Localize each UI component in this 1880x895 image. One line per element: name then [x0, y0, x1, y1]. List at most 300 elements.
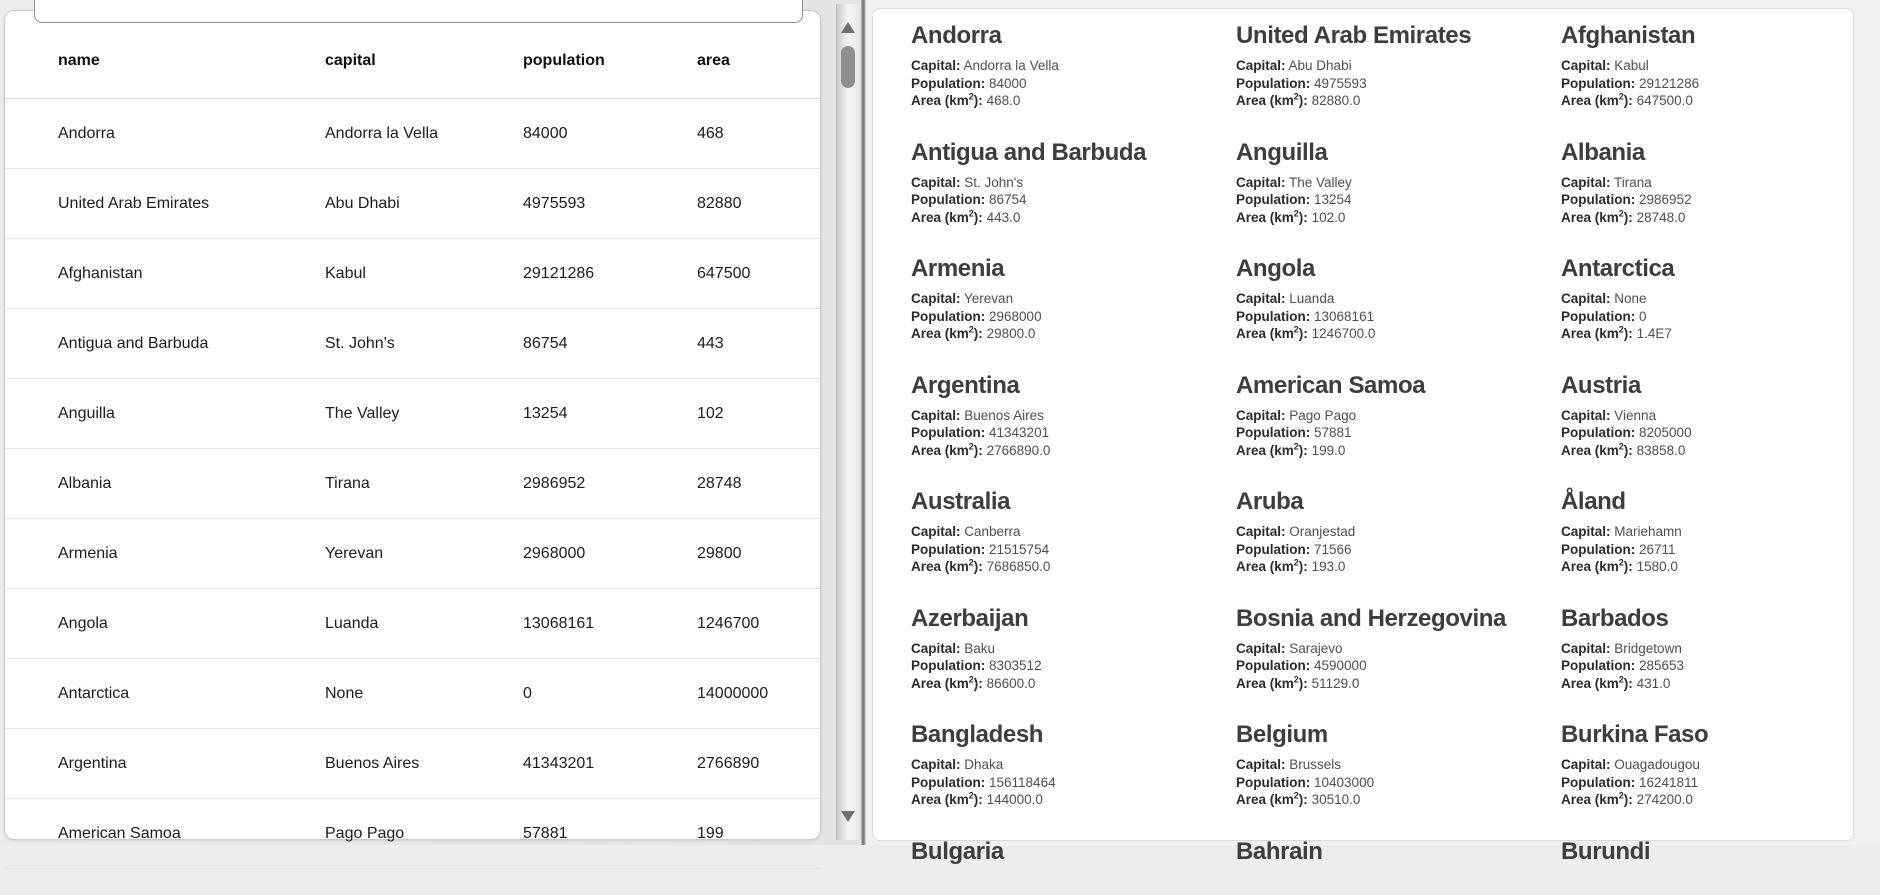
population-line	[1236, 191, 1561, 209]
area-label: Area $(km^2)$:	[1561, 324, 1633, 341]
cell-population: 84000	[523, 124, 568, 142]
population-label: Population:	[1561, 192, 1636, 207]
column-header-population[interactable]: population	[523, 51, 605, 69]
cell-population: 13068161	[523, 614, 595, 632]
capital-label: Capital:	[1236, 640, 1286, 656]
area-label: Area $(km^2)$:	[1236, 324, 1308, 341]
country-card	[1236, 23, 1561, 110]
country-name: Afghanistan	[1561, 22, 1696, 49]
column-header-capital[interactable]: capital	[325, 51, 376, 69]
cell-name: Argentina	[58, 754, 127, 772]
cell-name: Afghanistan	[58, 264, 143, 282]
country-card-partial	[911, 839, 1236, 865]
capital-value: Dhaka	[964, 757, 1004, 772]
area-label: Area $(km^2)$:	[1236, 674, 1308, 691]
population-label: Population:	[911, 541, 986, 557]
table-row[interactable]	[5, 519, 820, 589]
area-label: Area $(km^2)$:	[1561, 790, 1633, 807]
country-name: Bulgaria	[911, 837, 1004, 865]
area-label: Area $(km^2)$:	[1236, 208, 1308, 225]
population-line	[911, 75, 1236, 93]
area-line	[1561, 442, 1853, 460]
population-label: Population:	[911, 658, 986, 673]
area-line	[911, 791, 1236, 809]
population-label: Population:	[1561, 541, 1636, 557]
area-value: 1246700.0	[1311, 326, 1376, 341]
table-body	[5, 99, 820, 869]
capital-label: Capital:	[1561, 58, 1611, 73]
area-line	[911, 209, 1236, 227]
area-label: Area $(km^2)$:	[911, 674, 983, 691]
country-name: Bahrain	[1236, 837, 1323, 865]
country-name: Bosnia and Herzegovina	[1236, 604, 1506, 632]
country-name: Barbados	[1561, 604, 1669, 632]
capital-label: Capital:	[1236, 174, 1286, 190]
population-value: 13254	[1314, 192, 1352, 207]
capital-line	[1236, 523, 1561, 541]
column-header-name[interactable]: name	[58, 51, 100, 69]
population-line	[911, 308, 1236, 326]
table-row[interactable]	[5, 99, 820, 169]
cell-population: 29121286	[523, 264, 595, 282]
cell-capital: St. John's	[325, 334, 395, 352]
table-row[interactable]	[5, 449, 820, 519]
cell-area: 102	[697, 404, 724, 422]
area-value: 28748.0	[1636, 209, 1686, 225]
population-line	[1236, 75, 1561, 93]
country-card	[911, 606, 1236, 693]
country-name: Aruba	[1236, 488, 1304, 515]
table-row[interactable]	[5, 379, 820, 449]
cell-area: 28748	[697, 474, 742, 492]
capital-value: Abu Dhabi	[1288, 58, 1352, 73]
capital-line	[1561, 640, 1853, 658]
area-value: 431.0	[1636, 675, 1671, 691]
population-line	[911, 774, 1236, 792]
country-name: Austria	[1561, 371, 1641, 399]
area-line	[911, 442, 1236, 460]
cell-area: 468	[697, 124, 724, 142]
country-name: Azerbaijan	[911, 604, 1029, 632]
area-label: Area $(km^2)$:	[911, 324, 983, 341]
cell-name: Albania	[58, 474, 112, 492]
capital-line	[1236, 756, 1561, 774]
area-value: 1.4E7	[1636, 326, 1672, 341]
capital-line	[911, 523, 1236, 541]
left-pane-scrollbar[interactable]	[836, 4, 858, 840]
area-line	[1236, 92, 1561, 110]
population-value: 71566	[1314, 541, 1352, 557]
capital-value: Pago Pago	[1289, 407, 1357, 423]
area-label: Area $(km^2)$:	[1561, 674, 1633, 691]
area-label: Area $(km^2)$:	[911, 208, 983, 225]
population-value: 86754	[989, 192, 1027, 207]
area-line	[911, 92, 1236, 110]
population-label: Population:	[1236, 192, 1311, 207]
countries-table-card	[4, 10, 821, 840]
area-label: Area $(km^2)$:	[911, 790, 983, 807]
area-value: 193.0	[1311, 559, 1346, 574]
capital-label: Capital:	[911, 757, 961, 772]
country-card	[911, 23, 1236, 110]
area-label: Area $(km^2)$:	[911, 91, 983, 108]
capital-value: St. John's	[964, 174, 1024, 190]
population-line	[911, 191, 1236, 209]
area-label: Area $(km^2)$:	[1561, 91, 1633, 108]
area-line	[1561, 675, 1853, 693]
cell-name: Antigua and Barbuda	[58, 334, 209, 352]
country-name: American Samoa	[1236, 371, 1426, 399]
country-name: Antigua and Barbuda	[911, 138, 1147, 166]
capital-value: Kabul	[1614, 58, 1649, 73]
population-label: Population:	[911, 308, 986, 324]
population-value: 26711	[1639, 541, 1676, 557]
area-label: Area $(km^2)$:	[1236, 441, 1308, 458]
area-label: Area $(km^2)$:	[1236, 91, 1308, 108]
cell-population: 41343201	[523, 754, 595, 772]
area-value: 647500.0	[1636, 93, 1693, 108]
cell-population: 57881	[523, 824, 568, 842]
area-line	[1236, 558, 1561, 576]
population-label: Population:	[1561, 774, 1636, 790]
capital-line	[1236, 57, 1561, 75]
country-card	[911, 722, 1236, 809]
capital-label: Capital:	[1561, 524, 1611, 539]
population-line	[1236, 424, 1561, 442]
cell-area: 29800	[697, 544, 742, 562]
cell-population: 0	[523, 684, 532, 702]
table-row[interactable]	[5, 659, 820, 729]
population-label: Population:	[911, 75, 986, 91]
capital-label: Capital:	[1236, 757, 1286, 772]
capital-label: Capital:	[911, 291, 961, 306]
capital-value: Canberra	[964, 524, 1021, 539]
cell-name: Antarctica	[58, 684, 130, 702]
search-input[interactable]	[34, 0, 803, 23]
country-card	[1561, 373, 1853, 460]
capital-label: Capital:	[911, 640, 961, 656]
capital-line	[911, 174, 1236, 192]
area-label: Area $(km^2)$:	[1236, 790, 1308, 807]
capital-label: Capital:	[1561, 407, 1611, 423]
country-card	[911, 140, 1236, 227]
population-value: 41343201	[989, 425, 1050, 440]
population-line	[911, 541, 1236, 559]
cell-area: 82880	[697, 194, 742, 212]
cell-population: 86754	[523, 334, 568, 352]
table-row[interactable]	[5, 309, 820, 379]
capital-value: None	[1614, 291, 1647, 306]
population-value: 156118464	[989, 774, 1056, 790]
capital-value: Baku	[964, 640, 996, 656]
area-label: Area $(km^2)$:	[911, 441, 983, 458]
country-card	[1561, 489, 1853, 576]
area-line	[1236, 791, 1561, 809]
cell-area: 1246700	[697, 614, 760, 632]
country-cards-grid	[911, 23, 1853, 895]
capital-label: Capital:	[1236, 291, 1286, 306]
area-value: 443.0	[986, 209, 1021, 225]
capital-line	[911, 57, 1236, 75]
cell-capital: Andorra la Vella	[325, 124, 438, 142]
population-label: Population:	[1561, 658, 1636, 673]
country-card	[1561, 606, 1853, 693]
capital-value: Bridgetown	[1614, 640, 1682, 656]
area-label: Area $(km^2)$:	[1236, 557, 1308, 574]
capital-label: Capital:	[1561, 757, 1611, 772]
area-value: 30510.0	[1311, 792, 1361, 807]
country-card	[911, 373, 1236, 460]
country-name: Argentina	[911, 371, 1020, 399]
area-line	[1236, 675, 1561, 693]
capital-value: Yerevan	[964, 291, 1014, 306]
capital-label: Capital:	[1561, 640, 1611, 656]
population-label: Population:	[1236, 425, 1311, 440]
capital-line	[1561, 756, 1853, 774]
capital-label: Capital:	[911, 174, 961, 190]
scrollbar-up-arrow-icon[interactable]	[841, 22, 855, 33]
country-card	[1236, 373, 1561, 460]
area-line	[1236, 442, 1561, 460]
scrollbar-down-arrow-icon[interactable]	[841, 811, 855, 822]
countries-table	[5, 23, 820, 869]
area-value: 102.0	[1311, 209, 1346, 225]
capital-label: Capital:	[1236, 407, 1286, 423]
capital-value: Sarajevo	[1289, 640, 1343, 656]
population-line	[1561, 657, 1853, 675]
capital-label: Capital:	[1561, 291, 1611, 306]
cell-capital: The Valley	[325, 404, 400, 422]
cell-capital: None	[325, 684, 364, 702]
table-row[interactable]	[5, 799, 820, 869]
capital-line	[911, 640, 1236, 658]
area-value: 86600.0	[986, 675, 1036, 691]
population-line	[1561, 191, 1853, 209]
country-name: Burundi	[1561, 837, 1651, 865]
capital-line	[1561, 523, 1853, 541]
cell-name: United Arab Emirates	[58, 194, 210, 212]
area-value: 83858.0	[1636, 442, 1686, 458]
capital-value: Oranjestad	[1289, 524, 1356, 539]
capital-label: Capital:	[1236, 524, 1286, 539]
capital-line	[1236, 174, 1561, 192]
country-card	[1561, 256, 1853, 343]
country-card	[1236, 722, 1561, 809]
cell-capital: Yerevan	[325, 544, 384, 562]
population-value: 8205000	[1639, 425, 1692, 440]
area-value: 29800.0	[986, 326, 1036, 341]
area-line	[911, 325, 1236, 343]
right-pane	[866, 0, 1880, 865]
country-name: Burkina Faso	[1561, 721, 1709, 748]
area-line	[1561, 791, 1853, 809]
capital-line	[1236, 640, 1561, 658]
population-line	[1561, 424, 1853, 442]
area-value: 199.0	[1311, 442, 1346, 458]
country-card	[1236, 256, 1561, 343]
country-name: Antarctica	[1561, 255, 1675, 282]
cell-capital: Tirana	[325, 474, 370, 492]
cell-area: 14000000	[697, 684, 769, 702]
area-label: Area $(km^2)$:	[1561, 441, 1633, 458]
country-name: Anguilla	[1236, 138, 1328, 166]
capital-value: Mariehamn	[1614, 524, 1682, 539]
population-label: Population:	[1561, 425, 1636, 440]
cell-name: Anguilla	[58, 404, 115, 422]
country-card	[1236, 606, 1561, 693]
capital-value: Buenos Aires	[964, 407, 1044, 423]
cell-name: Andorra	[58, 124, 115, 142]
population-value: 0	[1639, 308, 1647, 324]
cell-population: 2986952	[523, 474, 586, 492]
capital-line	[1236, 290, 1561, 308]
population-value: 57881	[1314, 425, 1352, 440]
population-label: Population:	[1236, 658, 1311, 673]
population-label: Population:	[1236, 308, 1311, 324]
country-card	[1561, 140, 1853, 227]
country-name: United Arab Emirates	[1236, 22, 1472, 49]
population-label: Population:	[911, 774, 986, 790]
population-line	[1561, 75, 1853, 93]
country-cards-panel[interactable]	[872, 8, 1854, 865]
country-name: Australia	[911, 488, 1011, 515]
area-label: Area $(km^2)$:	[1561, 208, 1633, 225]
area-line	[1561, 92, 1853, 110]
column-header-area[interactable]: area	[697, 51, 730, 69]
area-line	[1561, 558, 1853, 576]
capital-line	[1561, 407, 1853, 425]
cell-capital: Abu Dhabi	[325, 194, 400, 212]
area-value: 82880.0	[1311, 93, 1361, 108]
population-value: 16241811	[1639, 774, 1699, 790]
country-card	[1236, 489, 1561, 576]
capital-line	[1561, 57, 1853, 75]
country-card-partial	[1236, 839, 1561, 865]
table-row[interactable]	[5, 239, 820, 309]
population-value: 4975593	[1314, 75, 1367, 91]
area-line	[1236, 209, 1561, 227]
area-value: 2766890.0	[986, 442, 1051, 458]
area-line	[1236, 325, 1561, 343]
population-label: Population:	[1561, 308, 1636, 324]
population-label: Population:	[1561, 75, 1636, 91]
table-row[interactable]	[5, 589, 820, 659]
country-name: Angola	[1236, 255, 1315, 282]
population-line	[911, 657, 1236, 675]
population-label: Population:	[1236, 774, 1311, 790]
area-value: 274200.0	[1636, 792, 1693, 807]
cell-name: American Samoa	[58, 824, 181, 842]
population-value: 10403000	[1314, 774, 1375, 790]
table-header-row	[5, 23, 820, 99]
capital-label: Capital:	[1561, 174, 1611, 190]
capital-value: The Valley	[1289, 174, 1352, 190]
population-line	[1561, 774, 1853, 792]
capital-label: Capital:	[911, 524, 961, 539]
population-value: 13068161	[1314, 308, 1375, 324]
population-label: Population:	[911, 425, 986, 440]
cell-capital: Luanda	[325, 614, 379, 632]
population-line	[1236, 541, 1561, 559]
cell-capital: Kabul	[325, 264, 366, 282]
capital-value: Luanda	[1289, 291, 1335, 306]
area-value: 144000.0	[986, 792, 1043, 807]
country-name: Åland	[1561, 488, 1626, 515]
cell-area: 199	[697, 824, 724, 842]
area-value: 51129.0	[1311, 675, 1360, 691]
table-row[interactable]	[5, 169, 820, 239]
capital-line	[1236, 407, 1561, 425]
area-label: Area $(km^2)$:	[1561, 557, 1633, 574]
capital-value: Vienna	[1614, 407, 1657, 423]
capital-value: Brussels	[1289, 757, 1342, 772]
cell-area: 647500	[697, 264, 751, 282]
cell-area: 443	[697, 334, 724, 352]
country-card	[911, 489, 1236, 576]
cell-population: 4975593	[523, 194, 586, 212]
scrollbar-thumb[interactable]	[841, 46, 855, 88]
population-line	[1236, 657, 1561, 675]
area-line	[1561, 209, 1853, 227]
area-value: 1580.0	[1636, 559, 1678, 574]
population-label: Population:	[1236, 541, 1311, 557]
capital-line	[911, 290, 1236, 308]
population-value: 84000	[989, 75, 1027, 91]
country-card	[911, 256, 1236, 343]
capital-line	[911, 407, 1236, 425]
capital-line	[1561, 174, 1853, 192]
capital-line	[1561, 290, 1853, 308]
capital-label: Capital:	[1236, 58, 1286, 73]
cell-name: Angola	[58, 614, 108, 632]
country-name: Belgium	[1236, 721, 1328, 748]
capital-label: Capital:	[911, 407, 961, 423]
population-value: 8303512	[989, 658, 1042, 673]
country-name: Andorra	[911, 22, 1002, 49]
cell-population: 2968000	[523, 544, 586, 562]
capital-value: Andorra la Vella	[963, 58, 1059, 73]
population-label: Population:	[1236, 75, 1311, 91]
country-name: Albania	[1561, 138, 1645, 166]
area-value: 7686850.0	[986, 559, 1051, 574]
population-label: Population:	[911, 192, 986, 207]
cell-population: 13254	[523, 404, 568, 422]
left-pane	[0, 0, 861, 845]
cell-name: Armenia	[58, 544, 118, 562]
area-line	[911, 558, 1236, 576]
population-value: 2986952	[1639, 192, 1692, 207]
population-line	[911, 424, 1236, 442]
area-label: Area $(km^2)$:	[911, 557, 983, 574]
area-line	[911, 675, 1236, 693]
cell-area: 2766890	[697, 754, 760, 772]
cell-capital: Buenos Aires	[325, 754, 420, 772]
country-card	[1236, 140, 1561, 227]
country-card	[1561, 722, 1853, 809]
population-line	[1561, 541, 1853, 559]
table-row[interactable]	[5, 729, 820, 799]
population-line	[1561, 308, 1853, 326]
population-value: 29121286	[1639, 75, 1700, 91]
population-value: 21515754	[989, 541, 1050, 557]
area-value: 468.0	[986, 93, 1021, 108]
capital-value: Ouagadougou	[1614, 757, 1700, 772]
population-value: 285653	[1639, 658, 1685, 673]
population-value: 2968000	[989, 308, 1042, 324]
capital-value: Tirana	[1614, 174, 1652, 190]
capital-label: Capital:	[911, 58, 961, 73]
cell-capital: Pago Pago	[325, 824, 405, 842]
